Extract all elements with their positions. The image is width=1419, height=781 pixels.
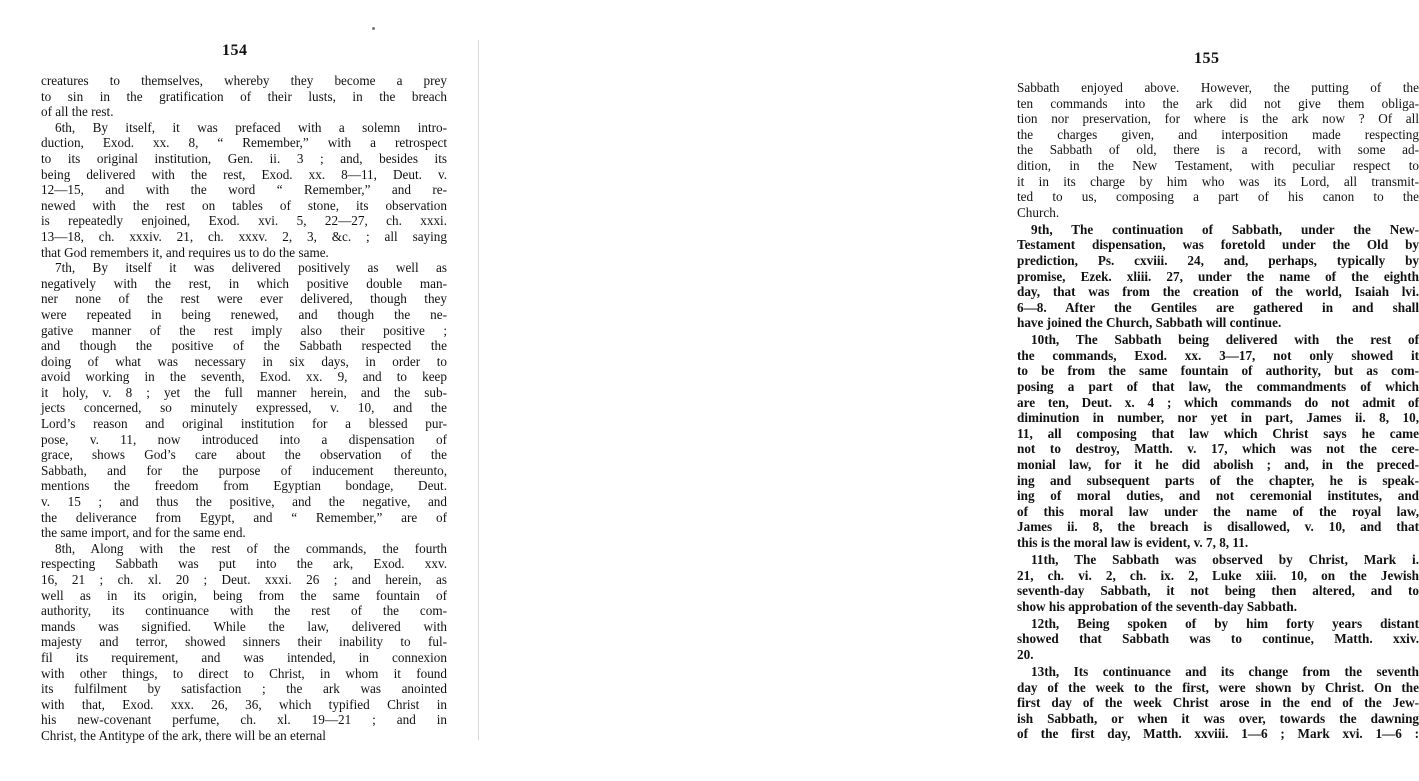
text-line: to sin in the gratification of their lusts, in the breach [41,88,447,104]
text-line: ish Sabbath, or when it was over, towards the dawning [1017,710,1419,726]
text-line: 12th, Being spoken of by him forty years distant [1031,615,1419,631]
text-line: to its original institution, Gen. ii. 3 ; and, besides its [41,150,447,166]
text-line: negatively with the rest, in which positive double man- [41,275,447,291]
text-line: posing a part of that law, the commandments of which [1017,379,1419,395]
text-line: creatures to themselves, whereby they become a prey [41,73,447,88]
text-line: show his approbation of the seventh-day Sabbath. [1017,598,1298,614]
text-line: jects concerned, so minutely expressed, v. 10, and the [41,400,447,416]
text-line: pose, v. 11, now introduced into a dispensation of [41,431,447,447]
text-line: tion nor preservation, for where is the ark now ? Of all [1017,111,1419,127]
text-line: not to destroy, Matth. v. 17, which was not the cere- [1017,441,1419,457]
text-line: grace, shows God’s care about the observation of the [41,447,447,463]
text-line: ner none of the rest were ever delivered, though they [41,291,447,307]
right-page-text [1017,80,1419,742]
text-line: avoid working in the seventh, Exod. xx. 9, and to keep [41,369,447,385]
text-line: 6—8. After the Gentiles are gathered in and shall [1017,299,1419,315]
book-gutter [478,40,479,740]
text-line: the same import, and for the same end. [41,525,246,541]
text-line: mentions the freedom from Egyptian bondage, Deut. [41,478,447,494]
text-line: dition, in the New Testament, with peculiar respect to [1017,157,1419,173]
text-line: 21, ch. vi. 2, ch. ix. 2, Luke xiii. 10, on the Jewish [1017,567,1419,583]
text-line: doing of what was necessary in six days, in order to [41,353,447,369]
text-line: authority, its continuance with the rest of the com- [41,603,447,619]
text-line: Sabbath, and for the purpose of inducement thereunto, [41,462,447,478]
left-page [0,0,480,781]
text-line: the deliverance from Egypt, and “ Remember,” are of [41,509,447,525]
text-line: of all the rest. [41,104,114,120]
text-line: diminution in number, nor yet in part, James ii. 8, 10, [1017,410,1419,426]
text-line: duction, Exod. xx. 8, “ Remember,” with a retrospect [41,135,447,151]
text-line: majesty and terror, showed sinners their inability to ful- [41,634,447,650]
text-line: it holy, v. 8 ; yet the full manner herein, and the sub- [41,384,447,400]
text-line: 13—18, ch. xxxiv. 21, ch. xxxv. 2, 3, &c. ; all saying [41,228,447,244]
text-line: day of the week to the first, were shown by Christ. On the [1017,679,1419,695]
text-line: are ten, Deut. x. 4 ; which commands do not admit of [1017,394,1419,410]
text-line: were repeated in being renewed, and though the ne- [41,306,447,322]
text-line: 9th, The continuation of Sabbath, under the New- [1031,221,1419,237]
text-line: promise, Ezek. xliii. 27, under the name of the eighth [1017,268,1419,284]
text-line: the charges given, and interposition made respecting [1017,126,1419,142]
text-line: ing and subsequent parts of the chapter, he is speak- [1017,472,1419,488]
text-line: Church. [1017,204,1060,220]
text-line: being delivered with the rest, Exod. xx. 8—11, Deut. v. [41,166,447,182]
page-number-right: 155 [1194,50,1220,67]
text-line: 13th, Its continuance and its change from the seventh [1031,663,1419,679]
left-page-text [41,73,447,744]
text-line: have joined the Church, Sabbath will continue. [1017,315,1282,331]
text-line: Christ, the Antitype of the ark, there will be an eternal [41,727,326,743]
text-line: that God remembers it, and requires us to do the same. [41,244,329,260]
text-line: gative manner of the rest imply also their positive ; [41,322,447,338]
text-line: this is the moral law is evident, v. 7, 8, 11. [1017,535,1249,550]
text-line: day, that was from the creation of the world, Isaiah lvi. [1017,284,1419,300]
right-page [480,0,1419,781]
text-line: 6th, By itself, it was prefaced with a solemn intro- [55,119,447,135]
text-line: 10th, The Sabbath being delivered with the rest of [1031,332,1419,348]
text-line: 8th, Along with the rest of the commands, the fourth [55,540,447,556]
page-number-left: 154 [222,42,248,59]
text-line: Lord’s reason and original institution for a blessed pur- [41,416,447,432]
text-line: prediction, Ps. cxviii. 24, and, perhaps, typically by [1017,252,1419,268]
text-line: of the first day, Matth. xxviii. 1—6 ; Mark xvi. 1—6 : [1017,726,1419,742]
text-line: his new-covenant perfume, ch. xl. 19—21 ; and in [41,712,447,728]
text-line: is repeatedly enjoined, Exod. xvi. 5, 22—27, ch. xxxi. [41,213,447,229]
text-line: mands was signified. While the law, delivered with [41,618,447,634]
text-line: 20. [1017,646,1034,662]
text-line: 11, all composing that law which Christ says he came [1017,425,1419,441]
text-line: Testament dispensation, was foretold under the Old by [1017,237,1419,253]
text-line: well as in its origin, being from the same fountain of [41,587,447,603]
text-line: the commands, Exod. xx. 3—17, not only showed it [1017,347,1419,363]
text-line: fil its requirement, and was intended, in connexion [41,649,447,665]
text-line: showed that Sabbath was to continue, Matth. xxiv. [1017,631,1419,647]
text-line: newed with the rest on tables of stone, its observation [41,197,447,213]
text-line: seventh-day Sabbath, it not being then altered, and to [1017,583,1419,599]
text-line: ing of moral duties, and not ceremonial institutes, and [1017,488,1419,504]
text-line: it in its charge by him who was its Lord, all transmit- [1017,173,1419,189]
text-line: ted to us, composing a part of his canon to the [1017,189,1419,205]
text-line: respecting Sabbath was put into the ark, Exod. xxv. [41,556,447,572]
text-line: ten commands into the ark did not give them obliga- [1017,95,1419,111]
text-line: first day of the week Christ arose in the end of the Jew- [1017,695,1419,711]
ink-speck [372,27,375,30]
text-line: and though the positive of the Sabbath respected the [41,338,447,354]
text-line: Sabbath enjoyed above. However, the putting of the [1017,80,1419,95]
text-line: James ii. 8, the breach is disallowed, v. 10, and that [1017,519,1419,535]
text-line: to be from the same fountain of authority, but as com- [1017,363,1419,379]
text-line: its fulfilment by satisfaction ; the ark was anointed [41,681,447,697]
text-line: v. 15 ; and thus the positive, and the negative, and [41,494,447,510]
text-line: 7th, By itself it was delivered positively as well as [55,260,447,276]
text-line: 11th, The Sabbath was observed by Christ, Mark i. [1031,551,1419,567]
text-line: monial law, for it he did abolish ; and, in the preced- [1017,457,1419,473]
text-line: the Sabbath of old, there is a record, with some ad- [1017,142,1419,158]
text-line: of this moral law under the name of the royal law, [1017,503,1419,519]
text-line: with that, Exod. xxx. 26, 36, which typified Christ in [41,696,447,712]
text-line: with other things, to direct to Christ, in whom it found [41,665,447,681]
text-line: 12—15, and with the word “ Remember,” and re- [41,182,447,198]
text-line: 16, 21 ; ch. xl. 20 ; Deut. xxxi. 26 ; and herein, as [41,572,447,587]
